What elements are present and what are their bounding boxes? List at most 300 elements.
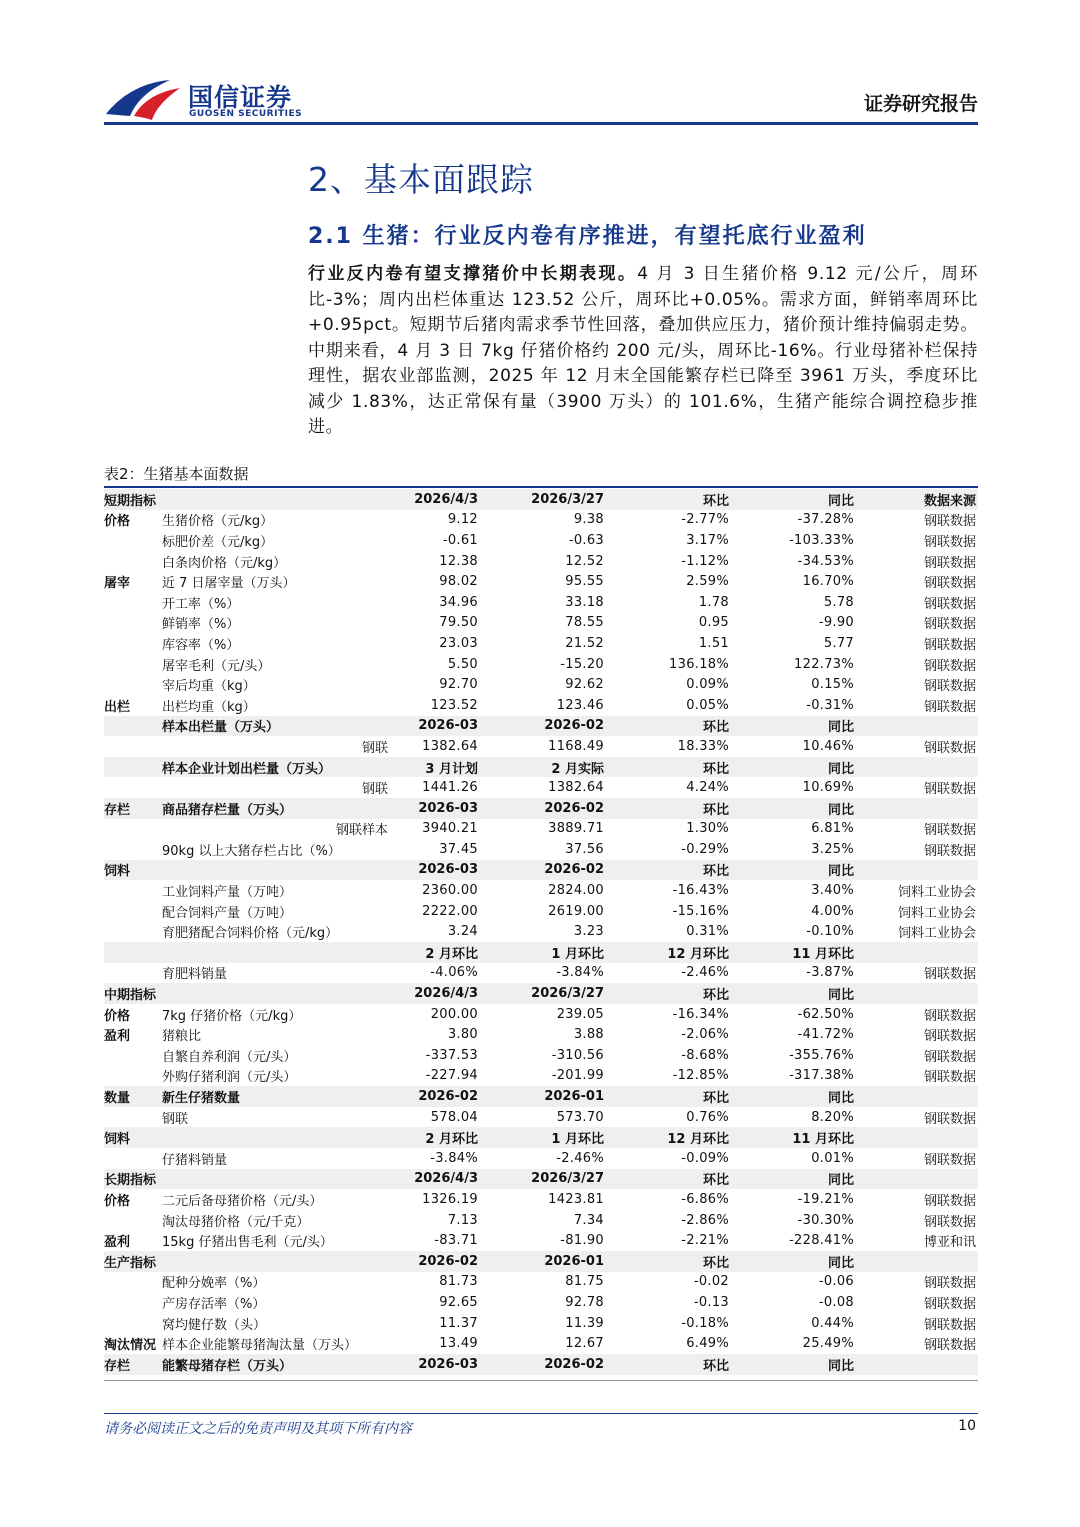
indicator-cell: 鲜销率（%） <box>162 617 240 633</box>
category-cell <box>104 633 160 654</box>
indicator-cell: 开工率（%） <box>162 596 240 612</box>
table-row <box>104 1066 978 1087</box>
value-cell: 37.56 <box>565 841 604 857</box>
value-cell: 同比 <box>733 798 858 819</box>
source-cell: 钢联数据 <box>923 1193 976 1209</box>
table-row <box>104 633 978 654</box>
table-row <box>104 613 978 634</box>
value-cell: -41.72% <box>797 1027 854 1043</box>
value-cell: 1382.64 <box>548 780 604 796</box>
value-cell: 11 月环比 <box>733 1127 858 1148</box>
value-cell: 0.31% <box>686 924 729 940</box>
source-cell: 饲料工业协会 <box>897 905 976 921</box>
value-cell: -0.08 <box>818 1294 854 1310</box>
source-cell <box>858 1169 978 1190</box>
indicator-cell: 15kg 仔猪出售毛利（元/头） <box>162 1235 333 1251</box>
category-cell: 生产指标 <box>104 1251 160 1272</box>
value-cell: 2026-03 <box>390 716 482 737</box>
indicator-cell: 育肥料销量 <box>162 967 228 983</box>
table-row <box>104 1272 978 1293</box>
source-cell: 钢联数据 <box>923 1296 976 1312</box>
category-cell: 盈利 <box>104 1235 131 1251</box>
value-cell: 136.18% <box>669 656 729 672</box>
table-caption: 表2：生猪基本面数据 <box>104 465 249 483</box>
value-cell: 1326.19 <box>422 1191 478 1207</box>
table-row <box>104 798 978 819</box>
table-row <box>104 1107 978 1128</box>
category-cell <box>104 1066 160 1087</box>
value-cell: 4.00% <box>811 903 854 919</box>
value-cell: 3.88 <box>573 1027 604 1043</box>
value-cell: 3 月计划 <box>390 757 482 778</box>
category-cell: 存栏 <box>104 1354 160 1375</box>
value-cell: 12.38 <box>439 553 478 569</box>
value-cell: 12 月环比 <box>608 1127 733 1148</box>
category-cell: 中期指标 <box>104 983 160 1004</box>
value-cell: 1.78 <box>698 594 729 610</box>
value-cell: 同比 <box>733 1169 858 1190</box>
value-cell: 18.33% <box>677 738 729 754</box>
indicator-cell: 钢联 <box>361 740 388 756</box>
value-cell: 同比 <box>733 489 858 510</box>
value-cell: 122.73% <box>794 656 854 672</box>
category-cell <box>104 654 160 675</box>
value-cell: 环比 <box>608 798 733 819</box>
value-cell: 16.70% <box>802 574 854 590</box>
table-row <box>104 1045 978 1066</box>
value-cell: -30.30% <box>797 1212 854 1228</box>
category-cell <box>104 592 160 613</box>
value-cell: -0.09% <box>681 1150 729 1166</box>
value-cell: 239.05 <box>556 1006 604 1022</box>
indicator-cell <box>160 489 390 510</box>
value-cell: -0.02 <box>693 1274 729 1290</box>
value-cell: 11.39 <box>565 1315 604 1331</box>
category-cell: 数量 <box>104 1086 160 1107</box>
source-cell: 钢联数据 <box>923 1070 976 1086</box>
table-row <box>104 592 978 613</box>
value-cell: 7.13 <box>447 1212 478 1228</box>
source-cell: 数据来源 <box>858 489 978 510</box>
table-row <box>104 1189 978 1210</box>
category-cell: 价格 <box>104 1008 131 1024</box>
subsection-title: 2.1 生猪：行业反内卷有序推进，有望托底行业盈利 <box>308 224 867 249</box>
source-cell: 钢联数据 <box>923 1152 976 1168</box>
value-cell: 2 月环比 <box>390 1127 482 1148</box>
value-cell: 2026/3/27 <box>482 983 608 1004</box>
indicator-cell <box>160 1251 390 1272</box>
table-row <box>104 983 978 1004</box>
table-row <box>104 1333 978 1354</box>
indicator-cell <box>160 860 390 881</box>
value-cell: -310.56 <box>551 1047 604 1063</box>
value-cell: 12.67 <box>565 1336 604 1352</box>
hog-fundamentals-table <box>104 489 978 1375</box>
indicator-cell: 能繁母猪存栏（万头） <box>160 1354 390 1375</box>
value-cell: -1.12% <box>681 553 729 569</box>
value-cell: -3.84% <box>556 965 604 981</box>
value-cell: 5.77 <box>823 635 854 651</box>
source-cell: 钢联数据 <box>923 555 976 571</box>
value-cell: 92.70 <box>439 677 478 693</box>
logo-name-en: GUOSEN SECURITIES <box>189 109 303 119</box>
value-cell: 2026/3/27 <box>482 1169 608 1190</box>
value-cell: 2026-02 <box>482 860 608 881</box>
value-cell: 578.04 <box>430 1109 478 1125</box>
value-cell: 2026/3/27 <box>482 489 608 510</box>
value-cell: 3.40% <box>811 883 854 899</box>
value-cell: -227.94 <box>425 1068 478 1084</box>
source-cell: 钢联数据 <box>923 596 976 612</box>
value-cell: -337.53 <box>425 1047 478 1063</box>
table-row <box>104 942 978 963</box>
value-cell: 同比 <box>733 983 858 1004</box>
value-cell: 3.23 <box>573 924 604 940</box>
source-cell: 钢联数据 <box>923 699 976 715</box>
value-cell: 81.75 <box>565 1274 604 1290</box>
value-cell: -2.46% <box>681 965 729 981</box>
value-cell: 1.30% <box>686 821 729 837</box>
value-cell: 33.18 <box>565 594 604 610</box>
value-cell: 环比 <box>608 489 733 510</box>
value-cell: 6.49% <box>686 1336 729 1352</box>
indicator-cell: 标肥价差（元/kg） <box>162 534 274 550</box>
value-cell: -0.13 <box>693 1294 729 1310</box>
category-cell <box>104 1272 160 1293</box>
indicator-cell <box>160 942 390 963</box>
category-cell <box>104 1292 160 1313</box>
indicator-cell: 钢联 <box>162 1111 189 1127</box>
value-cell: 10.46% <box>802 738 854 754</box>
table-row <box>104 571 978 592</box>
value-cell: -2.86% <box>681 1212 729 1228</box>
category-cell: 长期指标 <box>104 1169 160 1190</box>
value-cell: 2026-03 <box>390 1354 482 1375</box>
value-cell: 6.81% <box>811 821 854 837</box>
value-cell: 2026-01 <box>482 1086 608 1107</box>
source-cell <box>858 716 978 737</box>
value-cell: 2 月实际 <box>482 757 608 778</box>
value-cell: 5.78 <box>823 594 854 610</box>
indicator-cell: 钢联 <box>361 782 388 798</box>
source-cell: 博亚和讯 <box>923 1235 976 1251</box>
value-cell: 2 月环比 <box>390 942 482 963</box>
value-cell: -0.29% <box>681 841 729 857</box>
indicator-cell: 产房存活率（%） <box>162 1296 266 1312</box>
indicator-cell: 淘汰母猪价格（元/千克） <box>162 1214 310 1230</box>
value-cell: -8.68% <box>681 1047 729 1063</box>
category-cell <box>104 1313 160 1334</box>
table-row <box>104 654 978 675</box>
value-cell: 0.01% <box>811 1150 854 1166</box>
value-cell: 37.45 <box>439 841 478 857</box>
table-row <box>104 1004 978 1025</box>
value-cell: 10.69% <box>802 780 854 796</box>
value-cell: 11.37 <box>439 1315 478 1331</box>
source-cell: 钢联数据 <box>923 658 976 674</box>
indicator-cell: 90kg 以上大猪存栏占比（%） <box>162 843 341 859</box>
value-cell: 环比 <box>608 757 733 778</box>
indicator-cell: 二元后备母猪价格（元/头） <box>162 1193 323 1209</box>
table-row <box>104 777 978 798</box>
value-cell: 2026-02 <box>482 1354 608 1375</box>
source-cell <box>858 983 978 1004</box>
value-cell: 环比 <box>608 1169 733 1190</box>
value-cell: 1.51 <box>698 635 729 651</box>
value-cell: 2026/4/3 <box>390 983 482 1004</box>
indicator-cell: 出栏均重（kg） <box>162 699 256 715</box>
table-row <box>104 674 978 695</box>
category-cell: 屠宰 <box>104 576 131 592</box>
indicator-cell: 库容率（%） <box>162 637 240 653</box>
value-cell: 79.50 <box>439 615 478 631</box>
indicator-cell: 育肥猪配合饲料价格（元/kg） <box>162 926 339 942</box>
indicator-cell: 白条肉价格（元/kg） <box>162 555 287 571</box>
value-cell: -3.84% <box>430 1150 478 1166</box>
value-cell: 1382.64 <box>422 738 478 754</box>
value-cell: -3.87% <box>806 965 854 981</box>
value-cell: 123.46 <box>556 697 604 713</box>
body-paragraph <box>308 262 978 441</box>
table-row <box>104 880 978 901</box>
source-cell <box>858 757 978 778</box>
value-cell: 3.24 <box>447 924 478 940</box>
value-cell: 12.52 <box>565 553 604 569</box>
value-cell: 2026-02 <box>390 1251 482 1272</box>
source-cell: 钢联数据 <box>923 617 976 633</box>
value-cell: -0.31% <box>806 697 854 713</box>
source-cell <box>858 860 978 881</box>
table-row <box>104 1251 978 1272</box>
category-cell <box>104 530 160 551</box>
source-cell <box>858 1354 978 1375</box>
value-cell: 2026-01 <box>482 1251 608 1272</box>
footer-divider <box>104 1413 978 1414</box>
value-cell: 0.15% <box>811 677 854 693</box>
table-row <box>104 530 978 551</box>
value-cell: -2.06% <box>681 1027 729 1043</box>
value-cell: -103.33% <box>789 532 854 548</box>
value-cell: 2222.00 <box>422 903 478 919</box>
source-cell: 钢联数据 <box>923 843 976 859</box>
value-cell: 1441.26 <box>422 780 478 796</box>
table-body <box>104 489 978 1375</box>
indicator-cell: 样本企业计划出栏量（万头） <box>160 757 390 778</box>
page-header <box>104 72 978 124</box>
value-cell: 1 月环比 <box>482 942 608 963</box>
value-cell: 同比 <box>733 1354 858 1375</box>
table-row <box>104 1169 978 1190</box>
value-cell: 81.73 <box>439 1274 478 1290</box>
source-cell: 钢联数据 <box>923 823 976 839</box>
footer-disclaimer: 请务必阅读正文之后的免责声明及其项下所有内容 <box>104 1421 412 1437</box>
table-row <box>104 551 978 572</box>
value-cell: -0.63 <box>568 532 604 548</box>
value-cell: 同比 <box>733 1251 858 1272</box>
value-cell: 环比 <box>608 716 733 737</box>
value-cell: 95.55 <box>565 574 604 590</box>
source-cell: 钢联数据 <box>923 782 976 798</box>
value-cell: 环比 <box>608 1354 733 1375</box>
value-cell: -81.90 <box>560 1233 604 1249</box>
value-cell: 5.50 <box>447 656 478 672</box>
table-row <box>104 963 978 984</box>
value-cell: 3889.71 <box>548 821 604 837</box>
table-row <box>104 1230 978 1251</box>
guosen-logo-icon <box>104 76 184 122</box>
table-row <box>104 1354 978 1375</box>
source-cell: 钢联数据 <box>923 679 976 695</box>
source-cell <box>858 1127 978 1148</box>
source-cell: 钢联数据 <box>923 514 976 530</box>
section-title: 2、基本面跟踪 <box>308 160 534 199</box>
table-row <box>104 1210 978 1231</box>
value-cell: 2026-03 <box>390 860 482 881</box>
indicator-cell: 钢联样本 <box>335 823 388 839</box>
source-cell: 饲料工业协会 <box>897 885 976 901</box>
value-cell: 7.34 <box>573 1212 604 1228</box>
category-cell: 短期指标 <box>104 489 160 510</box>
category-cell: 存栏 <box>104 798 160 819</box>
value-cell: -201.99 <box>551 1068 604 1084</box>
value-cell: 2026-02 <box>390 1086 482 1107</box>
source-cell: 钢联数据 <box>923 1338 976 1354</box>
table-row <box>104 1086 978 1107</box>
table-row <box>104 921 978 942</box>
category-cell <box>104 942 160 963</box>
value-cell: 2026-02 <box>482 716 608 737</box>
source-cell: 钢联数据 <box>923 1317 976 1333</box>
value-cell: -4.06% <box>430 965 478 981</box>
source-cell: 钢联数据 <box>923 1049 976 1065</box>
table-row <box>104 716 978 737</box>
value-cell: 1168.49 <box>548 738 604 754</box>
logo-name-cn: 国信证券 <box>188 83 293 112</box>
value-cell: 2824.00 <box>548 883 604 899</box>
indicator-cell <box>160 1169 390 1190</box>
source-cell: 钢联数据 <box>923 534 976 550</box>
indicator-cell: 外购仔猪利润（元/头） <box>162 1070 297 1086</box>
category-cell <box>104 736 160 757</box>
table-top-rule <box>104 486 978 488</box>
value-cell: 92.65 <box>439 1294 478 1310</box>
indicator-cell <box>160 983 390 1004</box>
source-cell: 钢联数据 <box>923 1008 976 1024</box>
table-bottom-rule <box>104 1380 978 1381</box>
indicator-cell: 7kg 仔猪价格（元/kg） <box>162 1008 302 1024</box>
body-text-content: 4 月 3 日生猪价格 9.12 元/公斤，周环比-3%；周内出栏体重达 123.52 公斤，周环比+0.05%。需求方面，鲜销率周环比+0.95pct。短期节后猪肉需求季节性回落，叠加供应压力，猪价预计维持偏弱走势。中期来看，4 月 3 日 7kg 仔猪价格约 200 元/头，周环比-16%。行业母猪补栏保持理性，据农业部监测，2025 年 12 月末全国能繁存栏已降至 3961 万头，季度环比减少 1.83%，达正常保有量（3900 万头）的 101.6%，生猪产能综合调控稳步推进。 <box>308 264 978 437</box>
value-cell: 2026-02 <box>482 798 608 819</box>
category-cell: 饲料 <box>104 860 160 881</box>
value-cell: 34.96 <box>439 594 478 610</box>
value-cell: -0.06 <box>818 1274 854 1290</box>
value-cell: 同比 <box>733 757 858 778</box>
table-row <box>104 839 978 860</box>
table-row <box>104 819 978 840</box>
value-cell: 123.52 <box>430 697 478 713</box>
value-cell: 同比 <box>733 716 858 737</box>
table-row <box>104 860 978 881</box>
table-row <box>104 695 978 716</box>
body-lead-sentence: 行业反内卷有望支撑猪价中长期表现。 <box>308 264 638 284</box>
source-cell: 钢联数据 <box>923 1276 976 1292</box>
indicator-cell: 商品猪存栏量（万头） <box>160 798 390 819</box>
table-row <box>104 489 978 510</box>
table-row <box>104 1313 978 1334</box>
value-cell: 25.49% <box>802 1336 854 1352</box>
value-cell: -0.18% <box>681 1315 729 1331</box>
source-cell: 钢联数据 <box>923 740 976 756</box>
value-cell: -0.10% <box>806 924 854 940</box>
indicator-cell: 猪粮比 <box>162 1029 202 1045</box>
source-cell: 饲料工业协会 <box>897 926 976 942</box>
value-cell: -12.85% <box>672 1068 729 1084</box>
value-cell: 环比 <box>608 860 733 881</box>
value-cell: 200.00 <box>430 1006 478 1022</box>
value-cell: 1 月环比 <box>482 1127 608 1148</box>
category-cell <box>104 839 160 860</box>
table-row <box>104 1292 978 1313</box>
table-row <box>104 1024 978 1045</box>
value-cell: 同比 <box>733 860 858 881</box>
category-cell: 价格 <box>104 514 131 530</box>
source-cell: 钢联数据 <box>923 967 976 983</box>
value-cell: -2.77% <box>681 512 729 528</box>
category-cell: 盈利 <box>104 1029 131 1045</box>
report-type-label: 证券研究报告 <box>863 93 978 115</box>
value-cell: 3.17% <box>686 532 729 548</box>
value-cell: 92.78 <box>565 1294 604 1310</box>
value-cell: 11 月环比 <box>733 942 858 963</box>
category-cell <box>104 1107 160 1128</box>
value-cell: 0.05% <box>686 697 729 713</box>
value-cell: 573.70 <box>556 1109 604 1125</box>
table-row <box>104 736 978 757</box>
value-cell: 0.44% <box>811 1315 854 1331</box>
category-cell <box>104 716 160 737</box>
value-cell: -16.43% <box>672 883 729 899</box>
category-cell <box>104 1045 160 1066</box>
value-cell: -317.38% <box>789 1068 854 1084</box>
indicator-cell: 工业饲料产量（万吨） <box>162 885 293 901</box>
source-cell <box>858 1086 978 1107</box>
indicator-cell: 宰后均重（kg） <box>162 679 256 695</box>
value-cell: -15.16% <box>672 903 729 919</box>
category-cell: 价格 <box>104 1193 131 1209</box>
value-cell: 0.95 <box>698 615 729 631</box>
value-cell: -15.20 <box>560 656 604 672</box>
value-cell: 环比 <box>608 983 733 1004</box>
value-cell: -355.76% <box>789 1047 854 1063</box>
category-cell <box>104 757 160 778</box>
value-cell: 92.62 <box>565 677 604 693</box>
value-cell: 2619.00 <box>548 903 604 919</box>
category-cell <box>104 963 160 984</box>
value-cell: 21.52 <box>565 635 604 651</box>
source-cell <box>858 942 978 963</box>
value-cell: -16.34% <box>672 1006 729 1022</box>
indicator-cell <box>160 1127 390 1148</box>
category-cell <box>104 901 160 922</box>
indicator-cell: 生猪价格（元/kg） <box>162 514 274 530</box>
category-cell <box>104 674 160 695</box>
category-cell <box>104 1148 160 1169</box>
value-cell: 2026-03 <box>390 798 482 819</box>
value-cell: 2026/4/3 <box>390 1169 482 1190</box>
category-cell <box>104 880 160 901</box>
value-cell: 3.25% <box>811 841 854 857</box>
value-cell: 4.24% <box>686 780 729 796</box>
